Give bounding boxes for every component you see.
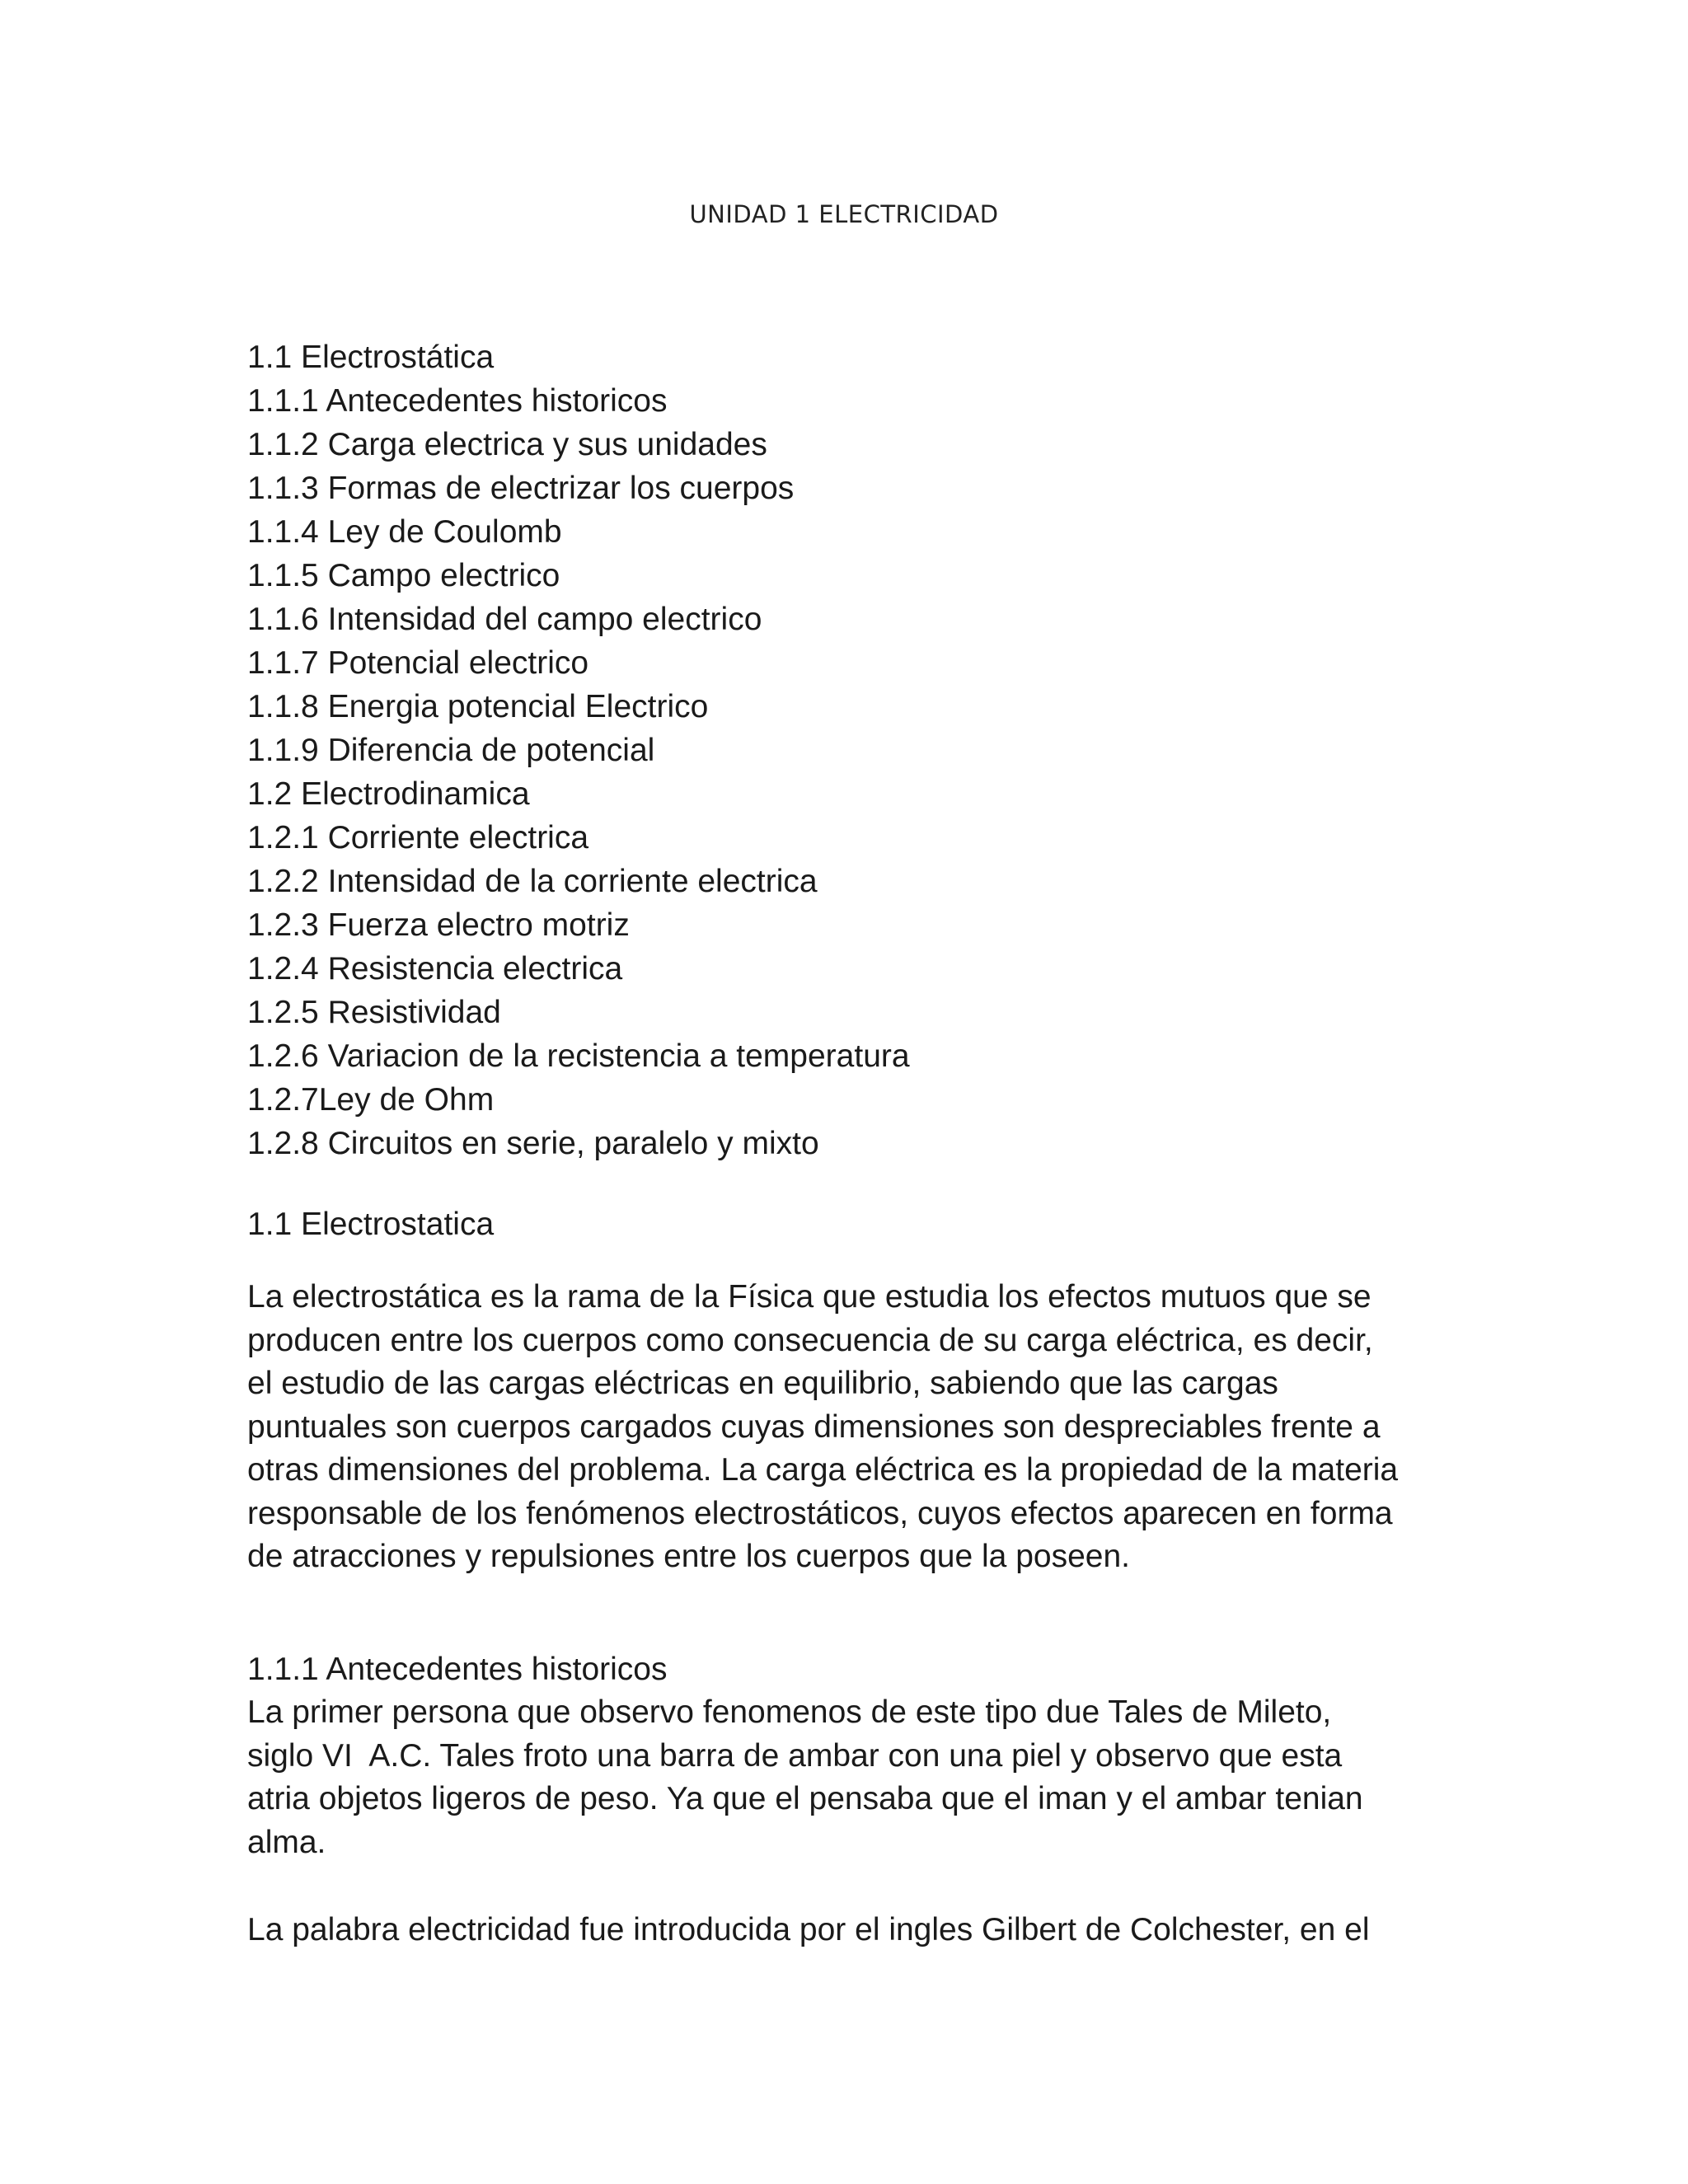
toc-item: 1.2.3 Fuerza electro motriz (247, 907, 630, 943)
toc-item: 1.1 Electrostática (247, 340, 495, 375)
toc-item: 1.1.7 Potencial electrico (247, 645, 589, 681)
toc-item: 1.2.4 Resistencia electrica (247, 951, 623, 987)
toc-item: 1.2.1 Corriente electrica (247, 820, 589, 855)
toc-item: 1.2.2 Intensidad de la corriente electrica (247, 864, 818, 899)
toc-item: 1.1.8 Energia potencial Electrico (247, 689, 709, 724)
toc-item: 1.1.9 Diferencia de potencial (247, 733, 655, 768)
toc-item: 1.1.2 Carga electrica y sus unidades (247, 427, 767, 462)
document-title: UNIDAD 1 ELECTRICIDAD (689, 200, 999, 228)
paragraph-palabra-electricidad (247, 1909, 1484, 1952)
toc-item: 1.2 Electrodinamica (247, 776, 530, 812)
toc-item: 1.1.6 Intensidad del campo electrico (247, 602, 762, 637)
table-of-contents (247, 335, 1484, 1165)
paragraph-line: producen entre los cuerpos como consecuencia de su carga eléctrica, es decir, (247, 1322, 1373, 1358)
toc-item: 1.1.5 Campo electrico (247, 558, 560, 593)
paragraph-line: La palabra electricidad fue introducida por el ingles Gilbert de Colchester, en el (247, 1912, 1370, 1947)
paragraph-electrostatica (247, 1276, 1484, 1579)
toc-item: 1.1.4 Ley de Coulomb (247, 514, 562, 550)
toc-item: 1.2.6 Variacion de la recistencia a temperatura (247, 1038, 910, 1074)
toc-item: 1.2.8 Circuitos en serie, paralelo y mixto (247, 1126, 819, 1161)
paragraph-line: responsable de los fenómenos electrostáticos, cuyos efectos aparecen en forma (247, 1495, 1393, 1531)
toc-item: 1.1.3 Formas de electrizar los cuerpos (247, 471, 795, 506)
toc-item: 1.2.5 Resistividad (247, 995, 501, 1030)
toc-item: 1.1.1 Antecedentes historicos (247, 383, 668, 419)
paragraph-line: de atracciones y repulsiones entre los cuerpos que la poseen. (247, 1539, 1130, 1574)
paragraph-line: La electrostática es la rama de la Física que estudia los efectos mutuos que se (247, 1279, 1372, 1315)
toc-item: 1.2.7Ley de Ohm (247, 1082, 495, 1118)
paragraph-line: el estudio de las cargas eléctricas en equilibrio, sabiendo que las cargas (247, 1366, 1278, 1401)
paragraph-line: alma. (247, 1824, 326, 1860)
paragraph-line: puntuales son cuerpos cargados cuyas dimensiones son despreciables frente a (247, 1408, 1381, 1445)
paragraph-line: La primer persona que observo fenomenos de este tipo due Tales de Mileto, (247, 1694, 1332, 1730)
paragraph-line: atria objetos ligeros de peso. Ya que el pensaba que el iman y el ambar tenian (247, 1781, 1363, 1816)
paragraph-antecedentes (247, 1691, 1484, 1864)
subsection-heading-antecedentes: 1.1.1 Antecedentes historicos (247, 1652, 668, 1687)
paragraph-line: otras dimensiones del problema. La carga eléctrica es la propiedad de la materia (247, 1452, 1399, 1488)
section-heading-electrostatica: 1.1 Electrostatica (247, 1207, 495, 1242)
paragraph-line: siglo VI A.C. Tales froto una barra de ambar con una piel y observo que esta (247, 1737, 1343, 1774)
